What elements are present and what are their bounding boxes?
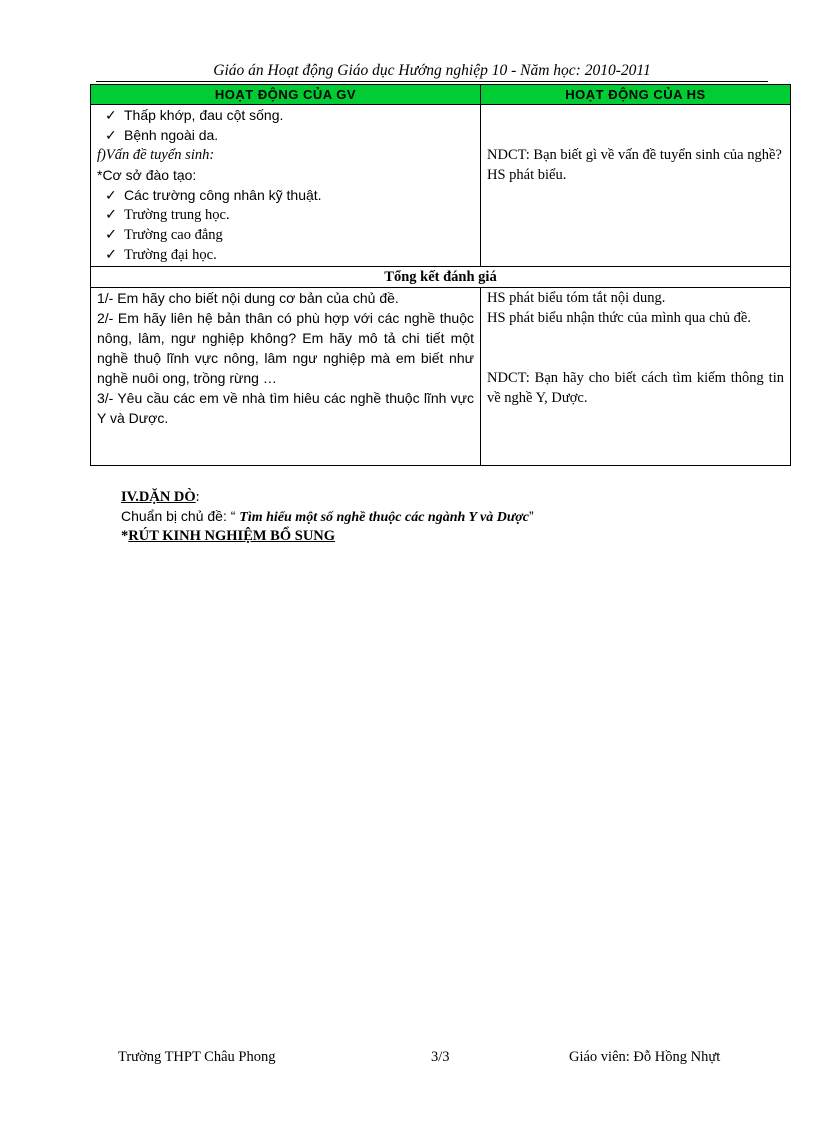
list-item: ✓ Trường đại học. (105, 247, 217, 263)
list-item: ✓ Các trường công nhân kỹ thuật. (105, 187, 322, 203)
page-header: Giáo án Hoạt động Giáo dục Hướng nghiệp 10 - Năm học: 2010-2011 (96, 62, 768, 82)
list-item: ✓ Trường cao đẳng (105, 227, 223, 243)
col-header-hs: HOẠT ĐỘNG CỦA HS (481, 85, 791, 105)
gv-item-1: 1/- Em hãy cho biết nội dung cơ bản của chủ đề. (97, 290, 399, 306)
table-row (91, 105, 791, 267)
hs-question: NDCT: Bạn biết gì về vấn đề tuyển sinh của nghề? (487, 147, 782, 163)
summary-row (91, 267, 791, 288)
list-item: ✓ Trường trung học. (105, 207, 230, 223)
list-item: ✓ Bệnh ngoài da. (105, 127, 219, 143)
gv-cell-1 (91, 105, 481, 267)
checkmark-icon: ✓ (105, 247, 118, 263)
hs-item-2: HS phát biểu nhận thức của mình qua chủ đề. (487, 310, 751, 326)
checkmark-icon: ✓ (105, 107, 117, 123)
footer-school: Trường THPT Châu Phong (118, 1049, 276, 1065)
dando-title: IV.DẶN DÒ (121, 489, 196, 505)
list-item: ✓ Thấp khớp, đau cột sống. (105, 107, 284, 123)
table-row (91, 288, 791, 466)
hs-item-1: HS phát biểu tóm tắt nội dung. (487, 290, 666, 306)
instructions-section (121, 488, 534, 546)
hs-cell-2 (481, 288, 791, 466)
section-heading: f)Vấn đề tuyển sinh: (97, 147, 215, 163)
gv-cell-2 (91, 288, 481, 466)
topic-text: Tìm hiểu một số nghề thuộc các ngành Y và Dược (239, 510, 529, 525)
activity-table (90, 84, 791, 466)
rut-kinh-nghiem: *RÚT KINH NGHIỆM BỔ SUNG (121, 528, 336, 544)
checkmark-icon: ✓ (105, 227, 118, 243)
sub-heading: *Cơ sở đào tạo: (97, 167, 197, 183)
checkmark-icon: ✓ (105, 127, 117, 143)
gv-item-3: 3/- Yêu cầu các em về nhà tìm hiêu các nghề thuộc lĩnh vực Y và Dược. (97, 390, 474, 426)
hs-item-3: NDCT: Bạn hãy cho biết cách tìm kiếm thông tin về nghề Y, Dược. (487, 370, 784, 406)
checkmark-icon: ✓ (105, 207, 118, 223)
summary-title: Tổng kết đánh giá (91, 267, 791, 288)
checkmark-icon: ✓ (105, 187, 117, 203)
dando-line: Chuẩn bị chủ đề: “ Tìm hiểu một số nghề thuộc các ngành Y và Dược” (121, 508, 534, 525)
dando-heading: IV.DẶN DÒ: (121, 489, 200, 505)
table-header-row (91, 85, 791, 105)
footer-page-number: 3/3 (431, 1049, 450, 1065)
footer-teacher: Giáo viên: Đỗ Hồng Nhựt (569, 1049, 721, 1065)
col-header-gv: HOẠT ĐỘNG CỦA GV (91, 85, 481, 105)
gv-item-2: 2/- Em hãy liên hệ bản thân có phù hợp với các nghề thuộc nông, lâm, ngư nghiệp không? Em hãy mô tả chi tiết một nghề thuộ lĩnh vực nông, lâm ngư nghiệp mà em biết như nghề nuôi ong, trồng rừng … (97, 310, 474, 386)
hs-answer: HS phát biểu. (487, 167, 567, 183)
hs-cell-1 (481, 105, 791, 267)
